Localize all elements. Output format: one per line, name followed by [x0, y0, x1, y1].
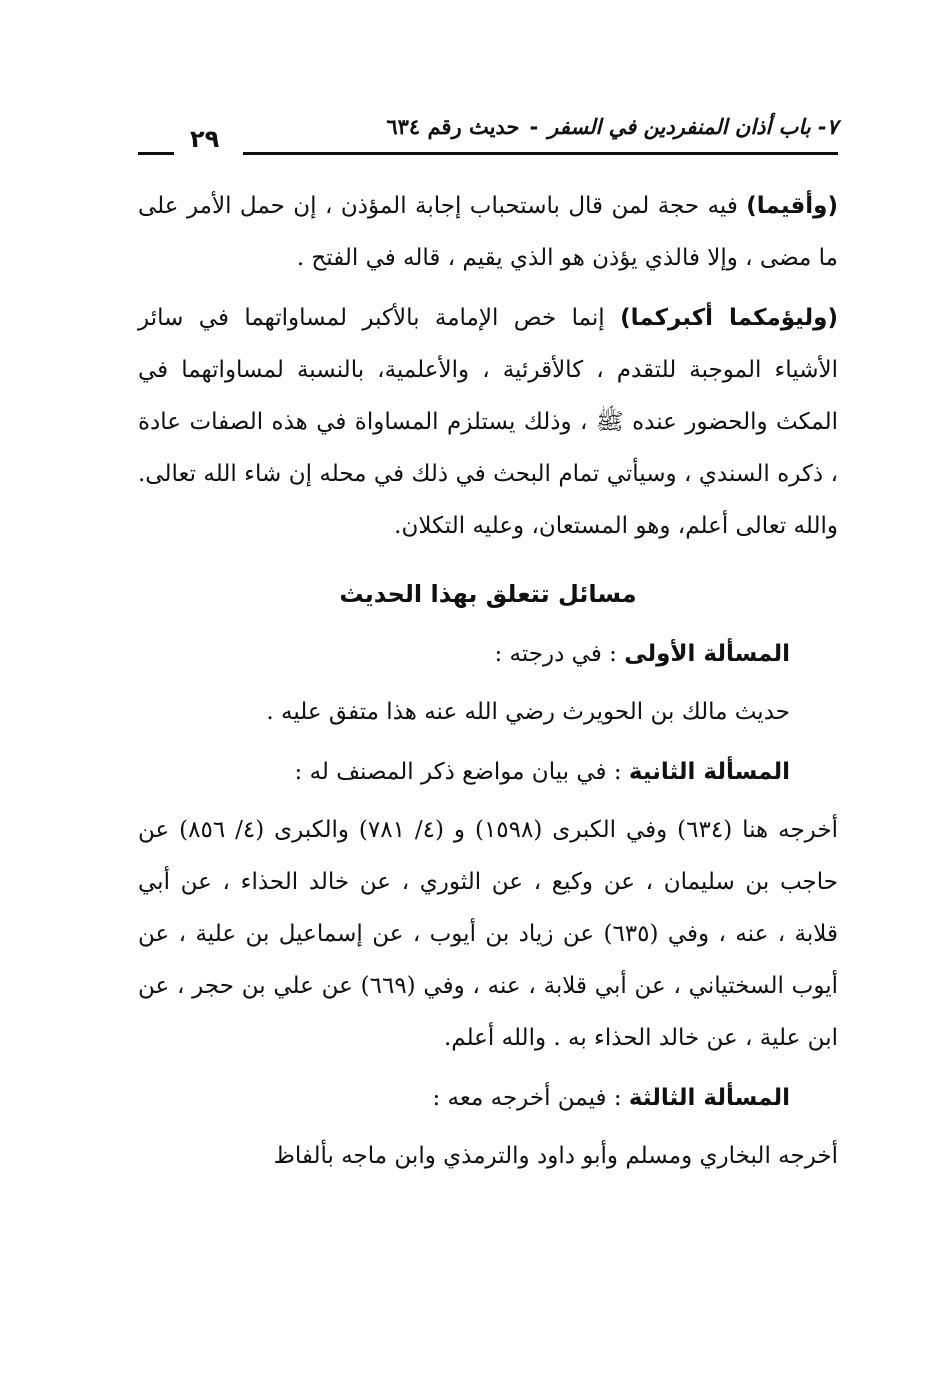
page-number-dash	[138, 152, 174, 155]
issue-2-label: المسألة الثانية	[628, 759, 790, 785]
issue-1-subject: في درجته :	[494, 641, 602, 667]
commentary-term-1: (وأقيما)	[746, 193, 838, 219]
page-body	[138, 180, 838, 1190]
chapter-title: ٧- باب أذان المنفردين في السفر	[548, 115, 838, 139]
page-number: ٢٩	[190, 125, 220, 153]
issue-3-colon: :	[606, 1085, 629, 1111]
issue-1-label: المسألة الأولى	[624, 641, 790, 667]
issue-3-label: المسألة الثالثة	[628, 1085, 790, 1111]
running-header	[138, 112, 838, 162]
commentary-paragraph-1	[138, 180, 838, 284]
issue-2-heading	[138, 746, 838, 798]
issue-2-colon: :	[606, 759, 629, 785]
header-rule	[243, 152, 838, 155]
issue-1-heading	[138, 628, 838, 680]
issue-2-subject: في بيان مواضع ذكر المصنف له :	[294, 759, 607, 785]
issue-1-body: حديث مالك بن الحويرث رضي الله عنه هذا متفق عليه .	[266, 699, 790, 725]
chapter-header	[386, 112, 838, 142]
commentary-text-1: فيه حجة لمن قال باستحباب إجابة المؤذن ، إن حمل الأمر على ما مضى ، وإلا فالذي يؤذن هو الذي يقيم ، قاله في الفتح .	[138, 193, 838, 271]
commentary-text-2: إنما خص الإمامة بالأكبر لمساواتهما في سائر الأشياء الموجبة للتقدم ، كالأقرئية ، والأعلمية، بالنسبة لمساواتهما في المكث والحضور عنده ﷺ ، وذلك يستلزم المساواة في هذه الصفات عادة ، ذكره السندي ، وسيأتي تمام البحث في ذلك في محله إن شاء الله تعالى. والله تعالى أعلم، وهو المستعان، وعليه التكلان.	[138, 305, 838, 539]
issue-3-heading	[138, 1072, 838, 1124]
commentary-term-2: (وليؤمكما أكبركما)	[620, 305, 838, 331]
header-separator: -	[529, 115, 539, 139]
issue-3-subject: فيمن أخرجه معه :	[432, 1085, 607, 1111]
commentary-paragraph-2	[138, 292, 838, 552]
issue-3-body: أخرجه البخاري ومسلم وأبو داود والترمذي وابن ماجه بألفاظ	[273, 1143, 838, 1169]
section-heading: مسائل تتعلق بهذا الحديث	[339, 580, 637, 608]
issue-1-colon: :	[601, 641, 625, 667]
hadith-reference: حديث رقم ٦٣٤	[386, 114, 520, 139]
issue-2-body: أخرجه هنا (٦٣٤) وفي الكبرى (١٥٩٨) و (٤/ ٧٨١) والكبرى (٤/ ٨٥٦) عن حاجب بن سليمان ، عن وكيع ، عن الثوري ، عن خالد الحذاء ، عن أبي قلابة ، عنه ، وفي (٦٣٥) عن زياد بن أيوب ، عن إسماعيل بن علية ، عن أيوب السختياني ، عن أبي قلابة ، عنه ، وفي (٦٦٩) عن علي بن حجر ، عن ابن علية ، عن خالد الحذاء به . والله أعلم.	[138, 817, 839, 1051]
